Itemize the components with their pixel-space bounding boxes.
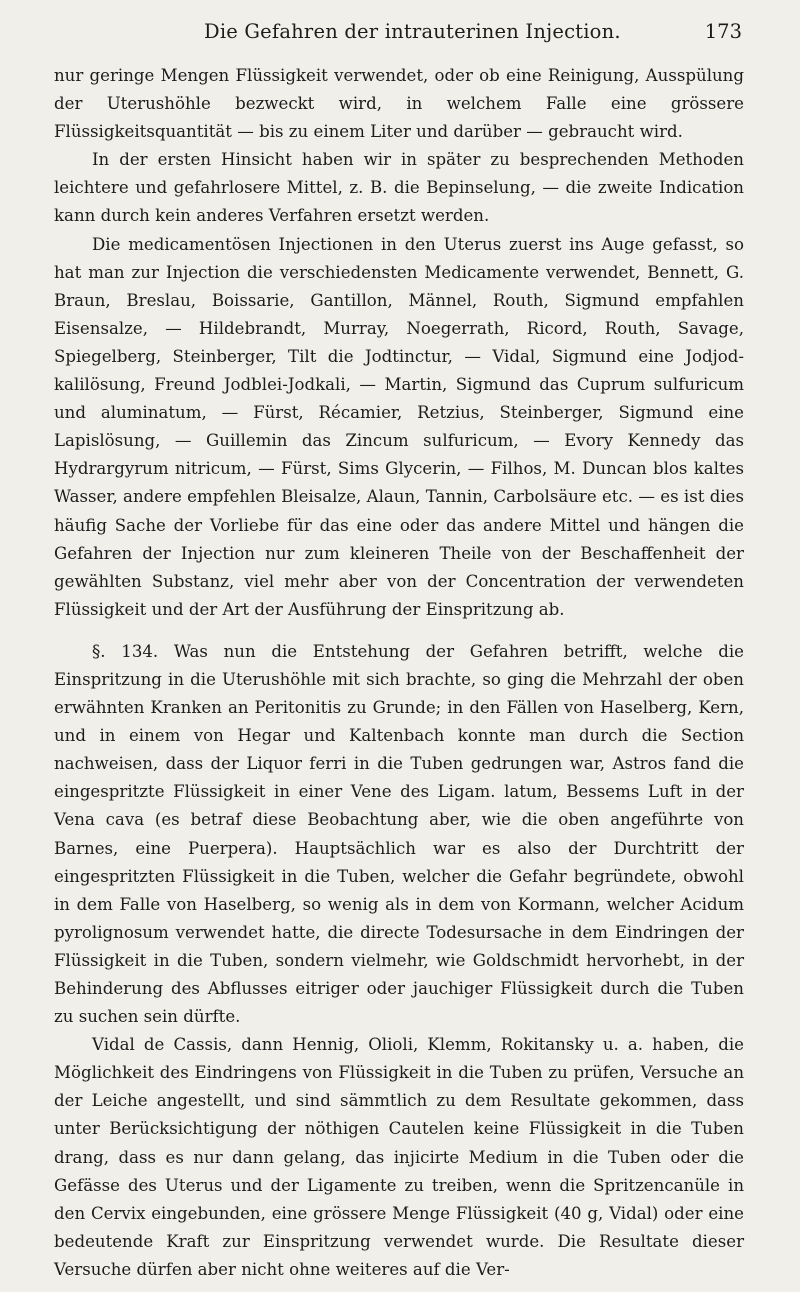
paragraph: Die medicamentösen Injectionen in den Uterus zuerst ins Auge gefasst, so hat man zur Injection die verschiedensten Medicamente verwendet, Bennett, G. Braun, Breslau, Boissarie, Gantillon, Männel, Routh, Sigmund empfahlen Eisensalze, — Hildebrandt, Murray, Noegerrath, Ricord, Routh, Savage, Spiegelberg, Steinberger, Tilt die Jodtinctur, — Vidal, Sigmund eine Jodjod-kalilösung, Freund Jodblei-Jodkali, — Martin, Sigmund das Cuprum sulfuricum und aluminatum, — Fürst, Récamier, Retzius, Steinberger, Sigmund eine Lapislösung, — Guillemin das Zincum sulfuricum, — Evory Kennedy das Hydrargyrum nitricum, — Fürst, Sims Glycerin, — Filhos, M. Duncan blos kaltes Wasser, andere empfehlen Bleisalze, Alaun, Tannin, Carbolsäure etc. — es ist dies häufig Sache der Vorliebe für das eine oder das andere Mittel und hängen die Gefahren der Injection nur zum kleineren Theile von der Beschaffenheit der gewählten Substanz, viel mehr aber von der Concentration der verwendeten Flüssigkeit und der Art der Ausführung der Einspritzung ab. (54, 234, 744, 619)
paragraph: Vidal de Cassis, dann Hennig, Olioli, Klemm, Rokitansky u. a. haben, die Möglichkeit des Eindringens von Flüssigkeit in die Tuben zu prüfen, Versuche an der Leiche angestellt, und sind sämmtlich zu dem Resultate gekommen, dass unter Berücksichtigung der nöthigen Cautelen keine Flüssigkeit in die Tuben drang, dass es nur dann gelang, das injicirte Medium in die Tuben oder die Gefässe des Uterus und der Ligamente zu treiben, wenn die Spritzencanüle in den Cervix eingebunden, eine grössere Menge Flüssigkeit (40 g, Vidal) oder eine bedeutende Kraft zur Einspritzung verwendet wurde. Die Resultate dieser Versuche dürfen aber nicht ohne weiteres auf die Ver- (54, 1035, 744, 1279)
running-title: Die Gefahren der intrauterinen Injection. (204, 20, 621, 43)
page-number: 173 (704, 20, 742, 43)
paragraph: In der ersten Hinsicht haben wir in später zu besprechenden Methoden leichtere und gefahrlosere Mittel, z. B. die Bepinselung, — die zweite Indication kann durch kein anderes Verfahren ersetzt werden. (54, 150, 744, 226)
page-header (54, 20, 744, 50)
paragraph-continuation: nur geringe Mengen Flüssigkeit verwendet, oder ob eine Reinigung, Ausspülung der Uterushöhle bezweckt wird, in welchem Falle eine grössere Flüssigkeitsquantität — bis zu einem Liter und darüber — gebraucht wird. (54, 66, 744, 142)
section-paragraph-134: §. 134. Was nun die Entstehung der Gefahren betrifft, welche die Einspritzung in die Uterushöhle mit sich brachte, so ging die Mehrzahl der oben erwähnten Kranken an Peritonitis zu Grunde; in den Fällen von Haselberg, Kern, und in einem von Hegar und Kaltenbach konnte man durch die Section nachweisen, dass der Liquor ferri in die Tuben gedrungen war, Astros fand die eingespritzte Flüssigkeit in einer Vene des Ligam. latum, Bessems Luft in der Vena cava (es betraf diese Beobachtung aber, wie die oben angeführte von Barnes, eine Puerpera). Hauptsächlich war es also der Durchtritt der eingespritzten Flüssigkeit in die Tuben, welcher die Gefahr begründete, obwohl in dem Falle von Haselberg, so wenig als in dem von Kormann, welcher Acidum pyrolignosum verwendet hatte, die directe Todesursache in dem Eindringen der Flüssigkeit in die Tuben, sondern vielmehr, wie Goldschmidt hervorhebt, in der Behinderung des Abflusses eitriger oder jauchiger Flüssigkeit durch die Tuben zu suchen sein dürfte. (54, 641, 744, 1027)
body-text (54, 62, 744, 1284)
